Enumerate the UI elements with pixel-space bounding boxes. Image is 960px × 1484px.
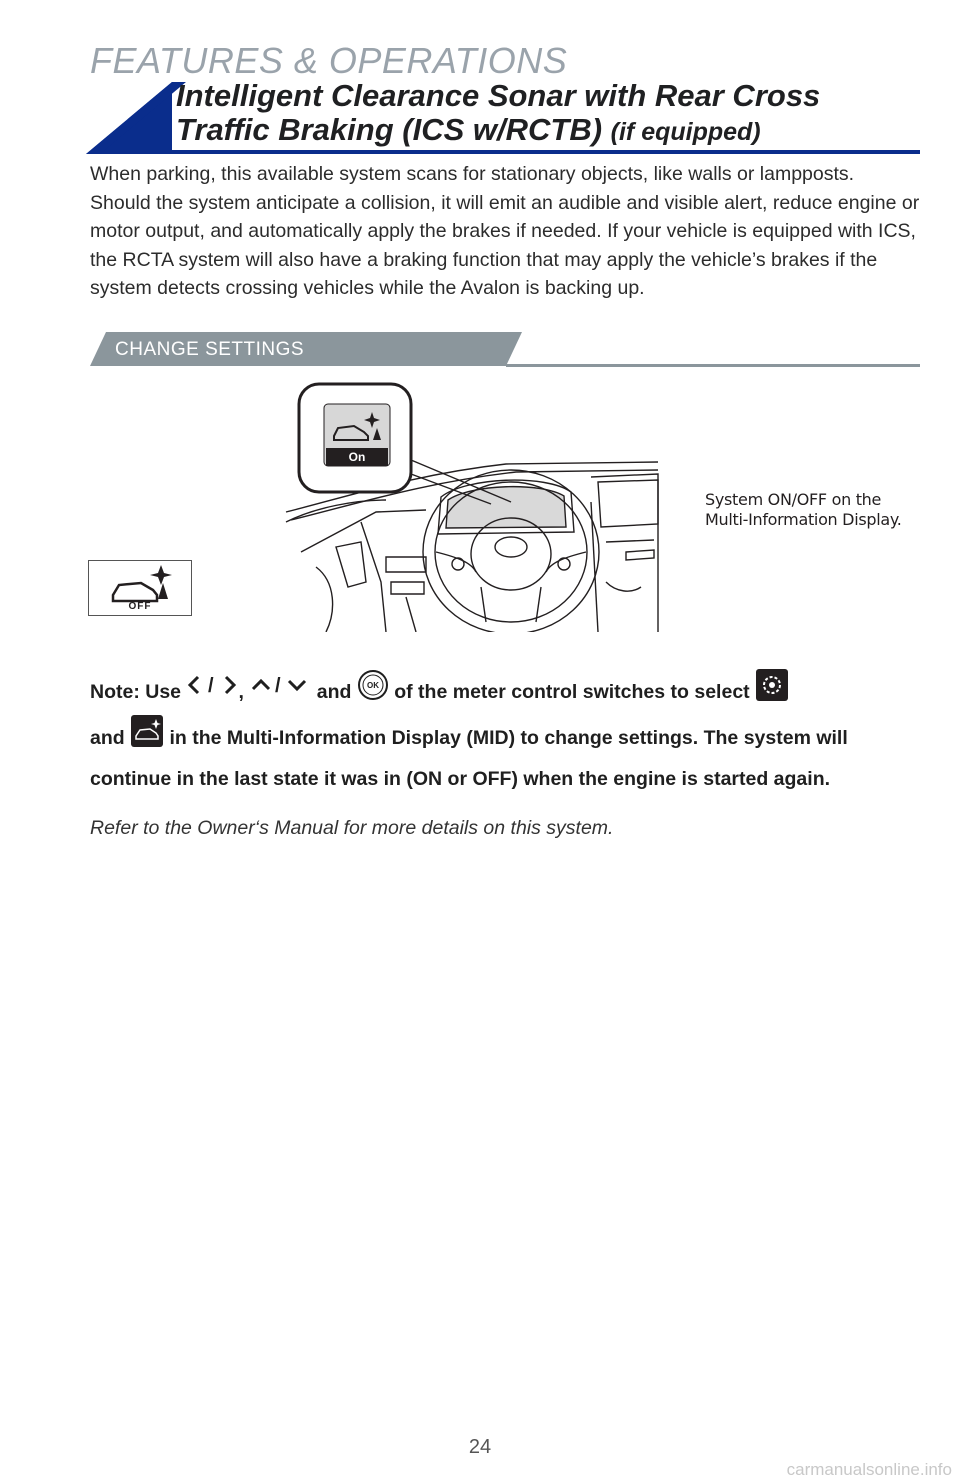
note-part-6: in the Multi-Information Display (MID) to change settings. The system will continue in the last state it was in (ON or OFF) when the engine is started again. [90,727,848,790]
note-part-5: and [90,727,125,750]
refer-note: Refer to the Owner‘s Manual for more details on this system. [90,817,614,839]
figure-caption: System ON/OFF on the Multi-Information Display. [705,490,902,529]
note-paragraph [90,670,920,797]
subhead-title: CHANGE SETTINGS [115,339,305,360]
section-label: FEATURES & OPERATIONS [90,40,568,81]
note-part-3: and [316,681,352,704]
callout-on-label: On [348,450,366,464]
subhead-bar [90,332,920,368]
intro-paragraph: When parking, this available system scans for stationary objects, like walls or lampposts. Should the system anticipate a collision, it will emit an audible and visible alert, reduce engine or motor output, and automatically apply the brakes if needed. If your vehicle is equipped with ICS, the RCTA system will also have a braking function that may apply the vehicle’s brakes if the system detects crossing vehicles while the Avalon is backing up. [90,163,920,299]
note-part-4: of the meter control switches to select [394,681,750,704]
off-label: OFF [128,601,152,612]
arrows-slash-2: / [275,675,281,697]
page-title-line-2 [176,112,761,148]
watermark: carmanualsonline.info [786,1460,952,1479]
page-title-line-1: Intelligent Clearance Sonar with Rear Cross [176,78,821,113]
page-number: 24 [468,1436,492,1458]
arrows-slash: / [208,675,215,697]
left-right-arrows-icon [186,673,238,709]
off-indicator [88,560,192,616]
sonar-setting-icon [130,714,164,760]
callout-bubble [299,384,411,492]
title-band [86,78,920,154]
up-down-arrows-icon [249,673,311,709]
ok-button-icon [357,669,389,713]
note-part-2: , [238,681,244,704]
page-title-main: Traffic Braking (ICS w/RCTB) [176,112,603,147]
settings-gear-icon [755,668,789,714]
page-title-suffix: (if equipped) [610,118,761,146]
ok-label: OK [366,681,379,690]
note-part-1: Note: Use [90,681,182,704]
